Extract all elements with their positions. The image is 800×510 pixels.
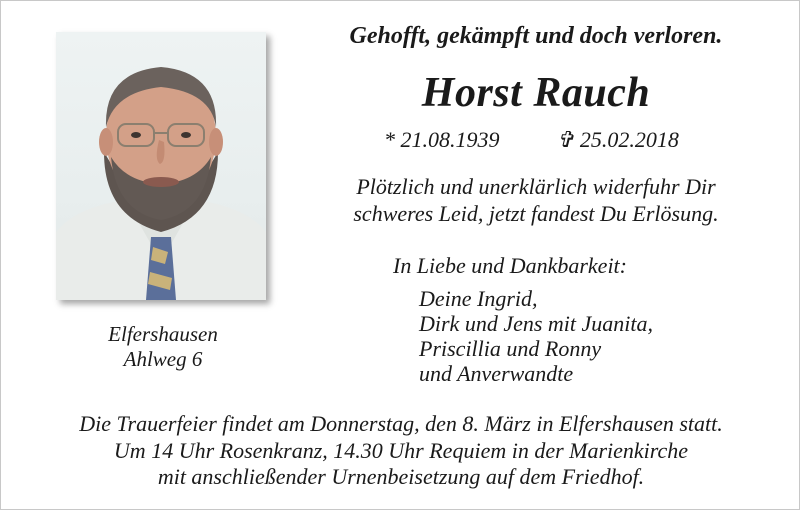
funeral-line: mit anschließender Urnenbeisetzung auf dem Friedhof. [157,464,645,489]
deceased-name: Horst Rauch [421,70,651,116]
death-date: ✞ 25.02.2018 [556,127,679,152]
family-line: Deine Ingrid, [419,286,538,311]
verse-line: schweres Leid, jetzt fandest Du Erlösung. [353,201,719,226]
motto-heading: Gehofft, gekämpft und doch verloren. [349,23,723,49]
funeral-line: Die Trauerfeier findet am Donnerstag, den 8. März in Elfershausen statt. [79,411,723,436]
address-town: Elfershausen [108,322,218,346]
family-line: Dirk und Jens mit Juanita, [419,311,654,336]
funeral-line: Um 14 Uhr Rosenkranz, 14.30 Uhr Requiem in der Marienkirche [113,438,689,463]
family-line: und Anverwandte [419,361,574,386]
address-street: Ahlweg 6 [123,347,203,371]
portrait-photo [56,32,266,300]
thanks-line: In Liebe und Dankbarkeit: [393,253,627,278]
family-line: Priscillia und Ronny [419,336,602,361]
birth-date: * 21.08.1939 [384,127,500,152]
portrait-illustration [56,32,266,300]
verse-line: Plötzlich und unerklärlich widerfuhr Dir [356,174,716,199]
